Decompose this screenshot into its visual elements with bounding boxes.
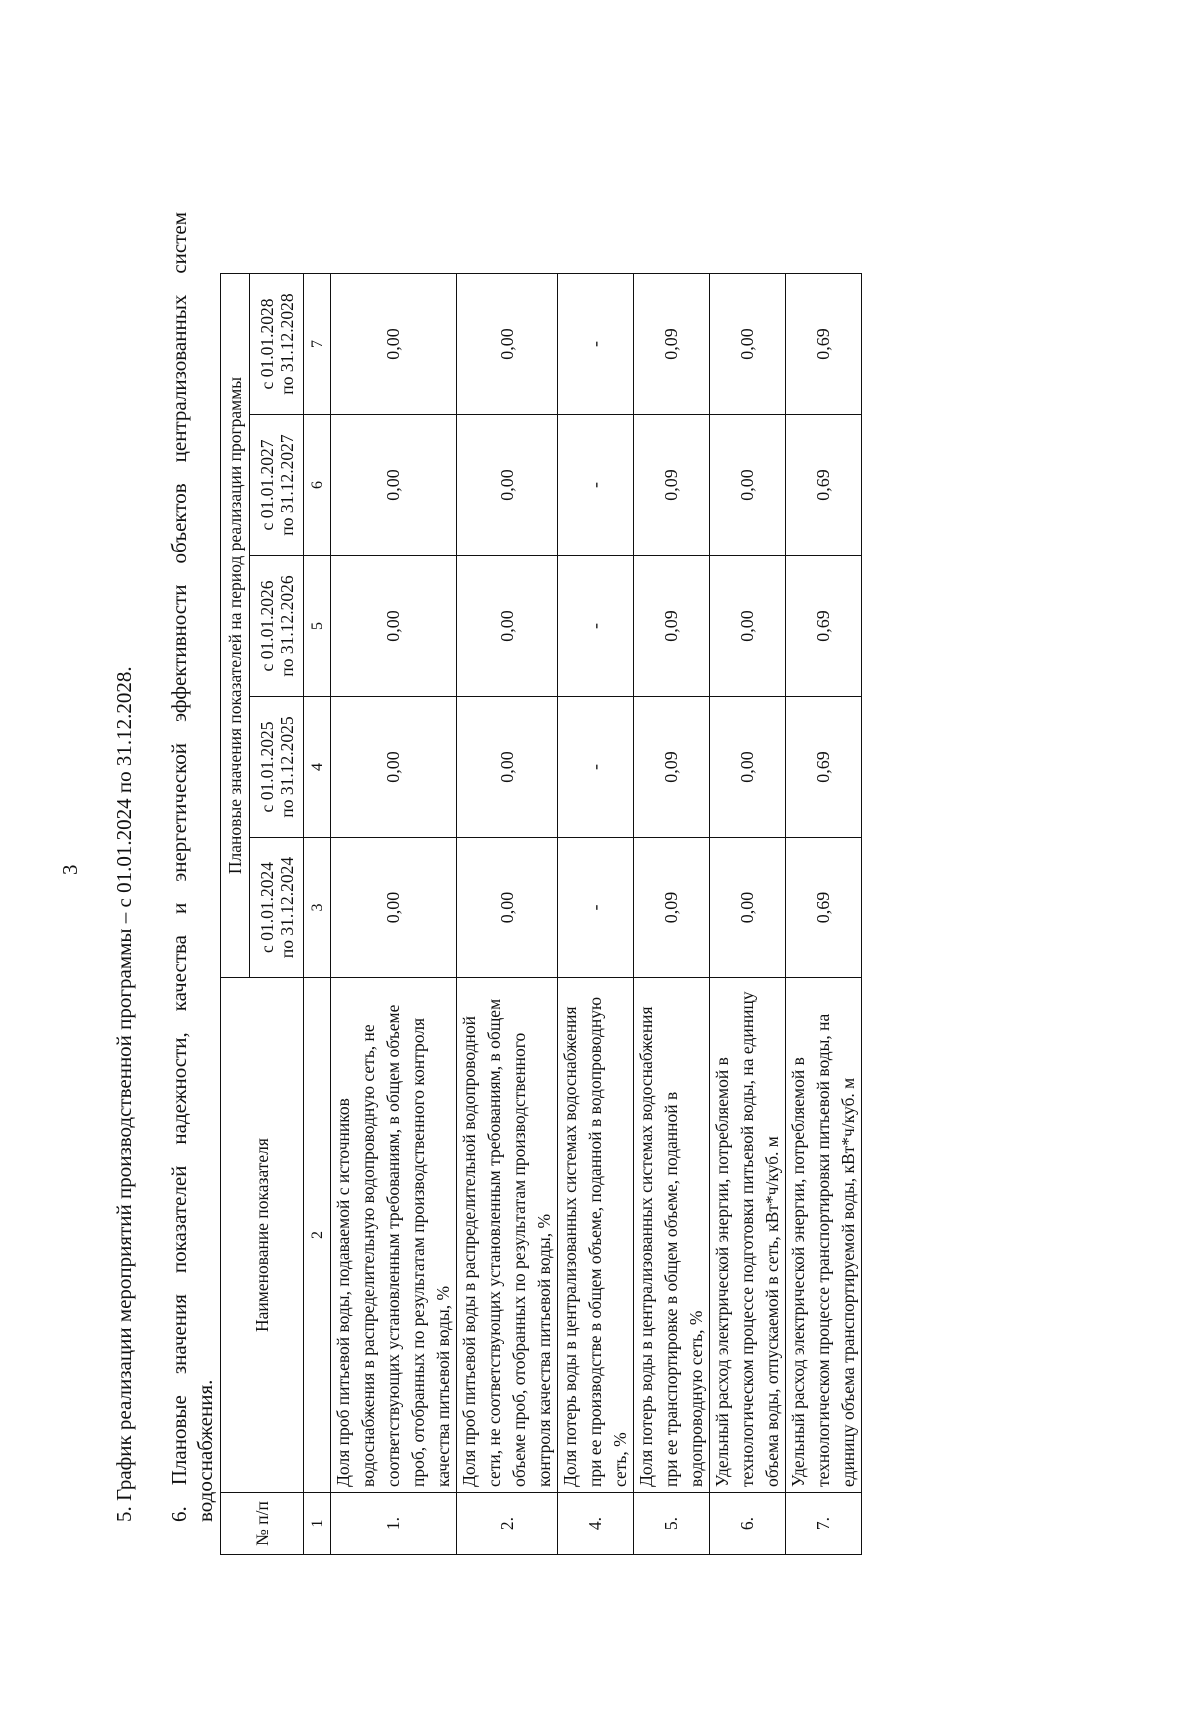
value-cell: 0,00	[457, 556, 558, 697]
indicator-name: Удельный расход электрической энергии, потребляемой в технологическом процессе транспортировки питьевой воды, на единицу объема транспортируемой воды, кВт*ч/куб. м	[786, 978, 862, 1493]
document-page	[0, 162, 1200, 1722]
value-cell: -	[558, 274, 634, 415]
value-cell: 0,69	[786, 838, 862, 978]
header-num: № п/п	[221, 1493, 304, 1555]
row-number: 6.	[710, 1493, 786, 1555]
value-cell: 0,00	[331, 556, 457, 697]
value-cell: 0,69	[786, 697, 862, 838]
value-cell: 0,00	[457, 697, 558, 838]
indicator-name: Доля потерь воды в централизованных системах водоснабжения при ее производстве в общем объеме, поданной в водопроводную сеть, %	[558, 978, 634, 1493]
value-cell: 0,00	[331, 697, 457, 838]
table-row	[457, 274, 558, 1555]
header-period: с 01.01.2025 по 31.12.2025	[250, 697, 304, 838]
value-cell: -	[558, 697, 634, 838]
value-cell: 0,00	[457, 838, 558, 978]
indicators-table	[220, 273, 862, 1555]
indicator-name: Доля проб питьевой воды, подаваемой с источников водоснабжения в распределительную водопроводную сеть, не соответствующих установленным требованиям, в общем объеме проб, отобранных по результатам производственного контроля качества питьевой воды, %	[331, 978, 457, 1493]
column-number: 5	[304, 556, 331, 697]
value-cell: 0,00	[710, 838, 786, 978]
header-period: с 01.01.2028 по 31.12.2028	[250, 274, 304, 415]
header-period: с 01.01.2026 по 31.12.2026	[250, 556, 304, 697]
column-number-row	[304, 274, 331, 1555]
value-cell: -	[558, 556, 634, 697]
table-row	[331, 274, 457, 1555]
column-number: 7	[304, 274, 331, 415]
value-cell: 0,09	[634, 415, 710, 556]
value-cell: 0,09	[634, 697, 710, 838]
value-cell: 0,00	[710, 556, 786, 697]
value-cell: 0,00	[331, 838, 457, 978]
section-6-heading-continued: водоснабжения.	[193, 1379, 217, 1522]
value-cell: 0,69	[786, 274, 862, 415]
value-cell: 0,09	[634, 556, 710, 697]
header-period: с 01.01.2024 по 31.12.2024	[250, 838, 304, 978]
value-cell: 0,69	[786, 556, 862, 697]
value-cell: 0,00	[331, 274, 457, 415]
section-5-heading: 5. График реализации мероприятий производственной программы – с 01.01.2024 по 31.12.2028.	[112, 666, 136, 1522]
indicator-name: Удельный расход электрической энергии, потребляемой в технологическом процессе подготовки питьевой воды, на единицу объема воды, отпускаемой в сеть, кВт*ч/куб. м	[710, 978, 786, 1493]
column-number: 3	[304, 838, 331, 978]
value-cell: 0,00	[331, 415, 457, 556]
value-cell: 0,00	[710, 697, 786, 838]
table-header-row	[221, 274, 250, 1555]
table-row	[786, 274, 862, 1555]
value-cell: 0,09	[634, 274, 710, 415]
value-cell: -	[558, 415, 634, 556]
value-cell: 0,09	[634, 838, 710, 978]
header-group: Плановые значения показателей на период реализации программы	[221, 274, 250, 978]
indicator-name: Доля проб питьевой воды в распределительной водопроводной сети, не соответствующих установленным требованиям, в общем объеме проб, отобранных по результатам производственного контроля качества питьевой воды, %	[457, 978, 558, 1493]
table-row	[558, 274, 634, 1555]
column-number: 1	[304, 1493, 331, 1555]
value-cell: 0,00	[710, 274, 786, 415]
value-cell: -	[558, 838, 634, 978]
table-row	[710, 274, 786, 1555]
column-number: 4	[304, 697, 331, 838]
row-number: 4.	[558, 1493, 634, 1555]
value-cell: 0,00	[710, 415, 786, 556]
value-cell: 0,69	[786, 415, 862, 556]
row-number: 5.	[634, 1493, 710, 1555]
value-cell: 0,00	[457, 415, 558, 556]
table-row	[634, 274, 710, 1555]
header-name: Наименование показателя	[221, 978, 304, 1493]
section-6-heading: 6. Плановые значения показателей надежности, качества и энергетической эффективности объектов централизованных систем	[167, 212, 191, 1522]
indicator-name: Доля потерь воды в централизованных системах водоснабжения при ее транспортировке в общем объеме, поданной в водопроводную сеть, %	[634, 978, 710, 1493]
row-number: 7.	[786, 1493, 862, 1555]
page-number: 3	[58, 864, 82, 875]
row-number: 2.	[457, 1493, 558, 1555]
row-number: 1.	[331, 1493, 457, 1555]
column-number: 2	[304, 978, 331, 1493]
header-period: с 01.01.2027 по 31.12.2027	[250, 415, 304, 556]
value-cell: 0,00	[457, 274, 558, 415]
column-number: 6	[304, 415, 331, 556]
